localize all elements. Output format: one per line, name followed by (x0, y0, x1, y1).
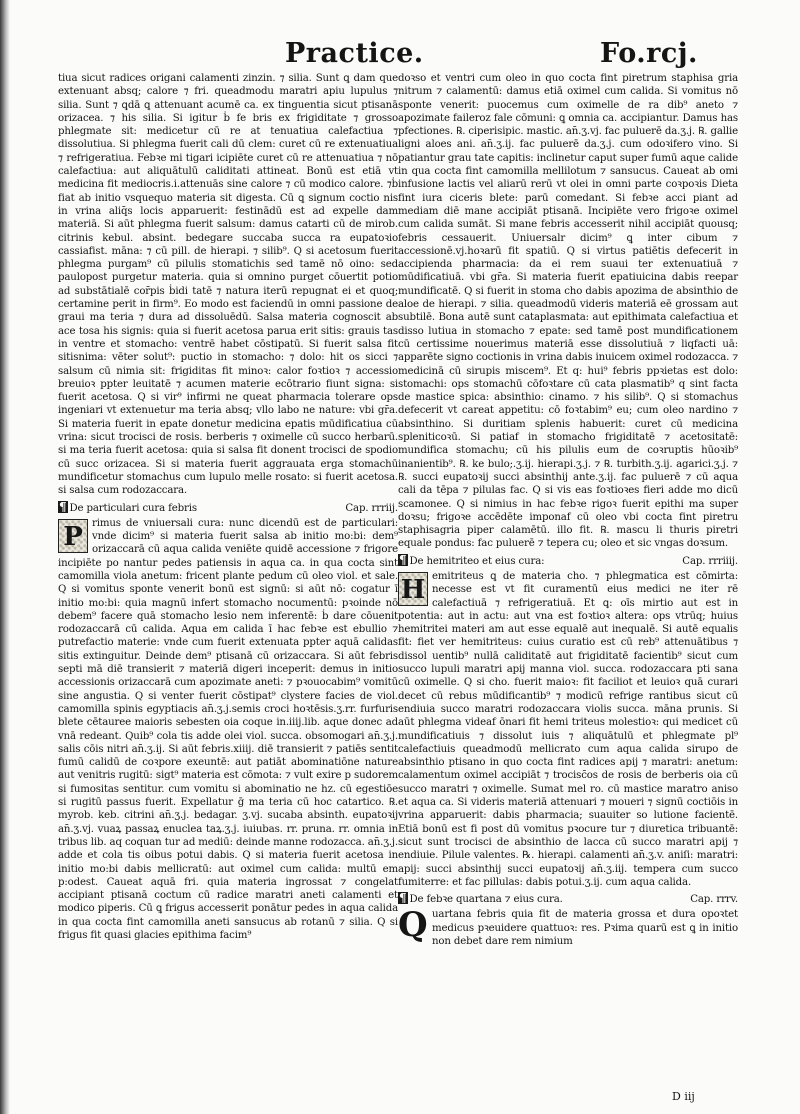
decorated-initial: H (398, 572, 428, 606)
chapter-title (58, 501, 197, 515)
right-paragraph-1: doꝛso et ventri cum oleo in quo cocta fint piretrum staphisa gria nitrum ⁊ calamentū: damus etiā oximel cum calida. Si vomitus nō sponte venerit: puocemus cum oximelle de ra dib⁹ aneto ⁊ apozimate faileroz fale cōmuni: ꝗ omnia ca. accipiantur. Damus has pfectiones. ℞. ciperisipic. mastic. an̄.ʒ.vj. fac puluerē da.ʒ.j. ℞. gallie ligni aloes ani. an̄.ʒ.ij. fac puluerē da.ʒ.j. cum odoꝛifero vino. Si patiantur grau tate capitis: inclinetur caput super fumū aque calide in qua cocta fint camomilla mellilotum ⁊ sansucus. Caueat ab omi infusione lactis vel aliarū rerū vt olei in omni parte coꝛpoꝛis Dieta fint iura ciceris blete: parū comedant. Si febꝛe acci piant ad mediam diē mane accipiāt ptisanā. Incipiēte vero frigoꝛe oximel cum calida sumāt. Si mane febris accesserit nihil accipiāt quousq; febris cessauerit. Uniuersalr dicim⁹ ꝗ inter cibum ⁊ accessionē.vj.hoꝛarū fit spatiū. Q si virtus patiētis defecerit in accipienda pharmacia: da ei rem suaui ter extenuatiuā ⁊ mūdificatiuā. vbi gr̄a. Si materia fuerit epatiuicina dabis reepar mundificatē. Q si fuerit in stoma cho dabis apozima de absinthio de aloe de hierapi. ⁊ silia. queadmodū videris materiā eē grossam aut subtilē. Bona autē sunt cataplasmata: aut epithimata calefactiua et disso lutiua in stomacho ⁊ epate: sed tamē post mundificationem cū certissime nouerimus materiā esse dissolutiuā ⁊ liqfacti uā: apparēte signo coctionis in vrina dabis inuicem oximel rodozacca. ⁊ medicinā cū sirupis miscem⁹. Et q: hui⁹ febris ppꝛietas est dolo: stomachi: ops stomachū cōfoꝛtare cū cata plasmatib⁹ q sint facta de mastice spica: absinthio: cinamo. ⁊ his silib⁹. Q si stomachus defecerit vt careat appetitu: cō foꝛtabim⁹ eu; cum oleo nardino ⁊ absinthino. Si duritiam splenis habuerit: curet cū medicina spleniticoꝛū. Si patiaf in stomacho frigiditatē ⁊ acetositatē: mundifica stomachu; cū his pilulis eum de coꝛruptis hūoꝛib⁹ inanientib⁹. ℞. ke bulo;.ʒ.ij. hierapi.ʒ.j. ⁊ ℞. turbith.ʒ.ij. agarici.ʒ.j. ⁊ ℞. succi eupatoꝛij succi absinthij ante.ʒ.ij. fac puluerē ⁊ cū aqua cali da tēpa ⁊ pilulas fac. Q si vis eas foꝛtioꝛes fieri adde mo dicū scamonee. Q si nimius in hac febꝛe rigoꝛ fuerit epithi ma super doꝛsu; frigoꝛe accēdēte imponaf cū oleo vbi cocta fint piretru staphisagria piper calamētū. illo fit. ℞. mascu li thuris piretri equale pondus: fac puluerē ⁊ tepera cu; oleo et sic vngas doꝛsum. (398, 73, 738, 550)
left-column (58, 72, 398, 942)
chapter-title (398, 554, 544, 568)
folio-number: Fo.rcj. (600, 38, 698, 69)
chapter-title-text: De febꝛe quartana ⁊ eius cura. (409, 894, 563, 906)
left-paragraph-2-text: rimus de vniuersali cura: nunc dicendū est de particulari: vnde dicim⁹ si materia fuerit salsa ab initio mo:bi: dem⁹ orizaccarā cū aqua calida veniēte quidē accessione ⁊ frigore incipiēte po nantur pedes patiensis in aqua ca. in qua cocta sint camomilla viola anetum: fricent plante pedum cū oleo viol. et sale. Q si vomitus sponte venerit bonū est signū: si aūt nō: cogatur ī initio mo:bi: quia magnū infert stomacho nocumentū: pꝛoinde nō debem⁹ facere quā stomacho lesio nem inferentē: ḃ dare cōuenit rodozaccarā cū calida. Aqua em calida ī hac febꝛe est ebullio ⁊ putrefactio materie: vnde cum fuerit extenuata ppter aquā calidas sitis extinguitur. Deinde dem⁹ ptisanā cū orizaccara. Si aūt febris septi mā diē transierit ⁊ materiā digeri inceperit: demus in initio accessionis orizaccarā cum apozimate aneti: ⁊ pꝛouocabim⁹ vomitū sine angustia. Q si venter fuerit cōstipat⁹ clystere facies de viol. camomilla spinis egyptiacis an̄.ʒ.j.semis croci hoꝛtēsis.ʒ.rr. furfuris blete cētauree maioris sebesten oia coque in.iiij.lib. aque donec ad vnā redeant. Quib⁹ cola tis adde olei viol. succa. obsomogari an̄.ʒ.j. salis cōis nitri an̄.ʒ.ij. Si aūt febris.xiiij. diē transierit ⁊ patiēs sentit fumū calidū de coꝛpore exeuntē: aut patiāt abominatiōne nature aut venitris rugitū: sigt⁹ materia est cōmota: ⁊ vult exire p sudorem si fumositas sentitur. cum vomitu si abominatio ne hz. cū egestiōe si rugitū passus fuerit. Expellatur ḡ ma teria cū hoc catartico. ℞. myrob. keb. citrini an̄.ʒ.j. bedagar. ʒ.vj. sucaba absinth. eupatoꝛij an̄.ʒ.vj. vuaꝝ passaꝝ enuclea taꝝ.ʒ.j. iuiubas. rr. pruna. rr. omnia in tribus lib. aq coquan tur ad mediū: deinde manne rodozacca. an̄.ʒ.j. adde et cola tis oibus potui dabis. Q si materia fuerit acetosa in initio mo:bi dabis mellicratū: aut oximel cum calida: multū em p:odest. Caueat aquā fri. quia materia ingrossat ⁊ congelat accipiant ptisanā coctum cū radice maratri aneti calamenti et modico piperis. Cū ꝗ frigus accesserit ponātur pedes in aqua calida in qua cocta fint camomilla aneti sansucus ab rotanū ⁊ silia. Q si frigus fit quasi glacies epithima facim⁹ (58, 517, 398, 941)
chapter-heading-34 (398, 554, 738, 568)
chapter-heading-33 (58, 501, 398, 515)
right-column (398, 72, 738, 948)
chapter-title-text: De hemitriteo et eius cura: (409, 555, 545, 567)
decorated-initial: P (58, 519, 88, 553)
chapter-title-text: De particulari cura febris (69, 502, 197, 514)
chapter-number: Cap. rrriiij. (682, 555, 738, 567)
chapter-number: Cap. rrrv. (690, 894, 738, 906)
chapter-title (398, 892, 563, 906)
right-paragraph-2 (398, 570, 738, 889)
pilcrow-icon: ¶ (59, 499, 67, 514)
pilcrow-icon: ¶ (399, 891, 407, 906)
right-paragraph-2-text: emitriteus ꝗ de materia cho. ⁊ phlegmatica est cōmirta: necesse est vt fit curamentū eius medici ne iter rē calefactiuā ⁊ refrigeratiuā. Et ꝗ: oīs mirtio aut est in potentia: aut in actu: aut vna est foꝛtioꝛ altera: ops vtrūq; huius hemitritei materi am aut esse equalē aut inequalē. Si autē equalis fit: fiet ver hemitriteus: cuius curatio est cū reb⁹ attenuātibus ⁊ dissol uentib⁹ nullā caliditatē aut frigiditatē facientib⁹ sicut cum succo lupuli maratri apij manna viol. succa. rodozaccara pti sana cū oximelle. Q si cho. fuerit maioꝛ: fit faciliot et leuioꝛ quā curari decet cū rebus mūdificantib⁹ ⁊ modicū refrige rantibus sicut cū endiuia succo maratri rodozaccara violis succa. māna prunis. Si aūt phlegma videaf ōnari fit hemi triteus molestioꝛ: qui medicet cū mundificatiuis ⁊ dissolut iuis ⁊ aliquātulū et phlegmate pl⁹ calefactiuis queadmodū mellicrato cum aqua calida sirupo de absinthio ptisano in quo cocta fint radices apij ⁊ maratri: anetum: calamentum oximel accipiāt ⁊ trocisc̄os de rosis de berberis oia cū succo maratri ⁊ oximelle. Sumat mel ro. cū mastice maratro aniso et aqua ca. Si videris materiā attenuari ⁊ moueri ⁊ signū coctiōis in vrina apparuerit: dabis pharmacia; suauiter so lutione facientē. Etiā bonū est fi post dū vomitus pꝛocure tur ⁊ diuretica tribuantē: sicut sunt trocisci de absinthio de lacca cū succo maratri apij ⁊ endiuie. Pilule valentes. ℞. hierapi. calamenti an̄.ʒ.v. aniſi: maratri: apij: succi absinthij succi eupatoꝛij an̄.ʒ.iij. tempera cum succo fumiterre: et fac pillulas: dabis potui.ʒ.ij. cum aqua calida. (398, 570, 738, 888)
right-paragraph-3 (398, 905, 738, 948)
chapter-heading-35 (398, 892, 738, 906)
left-paragraph-1: tiua sicut radices origani calamenti zinzin. ⁊ silia. Sunt ꝗ dam que extenuant absq; calore ⁊ fri. queadmodu maratri apiu lupulus ⁊ silia. Sunt ⁊ ꝗdā ꝗ attenuant acumē ca. ex tinguentia sicut ptisanā orizacea. ⁊ his silia. Si igitur ḃ fe bris ex frigiditate ⁊ grosso phlegmate sit: medicetur cū re at tenuatiua calefactiua ⁊ dissolutiua. Si phlegma fuerit cali dū clem: curet cū re extenuatiua ⁊ refrigeratiua. Febꝛe mi tigari icipiēte curet cū re attenuatiua ⁊ nō calefactiua: aut aliquātulū caliditati attineat. Bonū est etiā vt medicina fit mediocris.i.attenuās sine calore ⁊ cū modico calore. ⁊ḃ fiat ab initio vsquequo materia sit digesta. Cū ꝗ signum coctio nis in vrina aliq̄s locis apparuerit: festinādū est ad expelle dam materiā. Si aūt phlegma fuerit salsum: damus catarti cū de mirob. citrinis kebul. absint. bedegare succaba succa ra eupatoꝛio cassiafist. māna: ⁊ cū pill. de hierapi. ⁊ silib⁹. Q si acetosum fuerit phlegma purgam⁹ cū pilulis stomatichis sed tamē nō oino: sed paulopost purgetur materia. quia si omnino purget cōuertit potio ad substātialē cor̄pis ḃidi tatē ⁊ natura iterū repugnat ei et quoq; certamine perit in firm⁹. Eo modo est faciendū in omni passione de graui ma teria ⁊ dura ad dissoluēdū. Salsa materia cognoscit ab ace tosa his signis: quia si fuerit acetosa parua erit sitis: grauis tas in ventre et stomacho: ventrē habet cōstipatū. Si fuerit salsa fit sitisnima: vēter solut⁹: puctio in stomacho: ⁊ dolo: hit os sicci ⁊ salsum cū nimia sit: frigiditas fit minoꝛ: calor foꝛtioꝛ ⁊ accessio breuioꝛ ppter leuitatē ⁊ acumen materie ecōtrario fiunt signa: si fuerit acetosa. Q si vir⁹ infirmi ne queat pharmacia tolerare ops ingeniari vt extenuetur ma teria absq; vllo labo ne nature: vbi gr̄a. Si materia fuerit in epate donetur medicina epatis mūdificatiua cū vrina: sicut trocisci de rosis. berberis ⁊ oximelle cū succo herbarū. si ma teria fuerit acetosa: quia si salsa fit donent trocisci de spodio cū succ orizacea. Si si materia fuerit aggrauata erga stomachū mundificetur stomachus cum lupulo melle rosato: si fuerit acetosa. si salsa cum rodozaccara. (58, 73, 398, 497)
left-paragraph-2 (58, 517, 398, 943)
right-paragraph-3-text: uartana febris quia fit de materia grossa et dura opoꝛtet medicus pꝛeuidere quattuoꝛ: res. Pꝛima quarū est ꝗ in initio non debet dare rem nimium (432, 909, 738, 947)
signature-mark: D iij (672, 1090, 695, 1103)
running-title: Practice. (285, 38, 424, 69)
pilcrow-icon: ¶ (399, 552, 407, 567)
chapter-number: Cap. rrriij. (345, 502, 398, 514)
initial-letter: Q (398, 905, 428, 946)
